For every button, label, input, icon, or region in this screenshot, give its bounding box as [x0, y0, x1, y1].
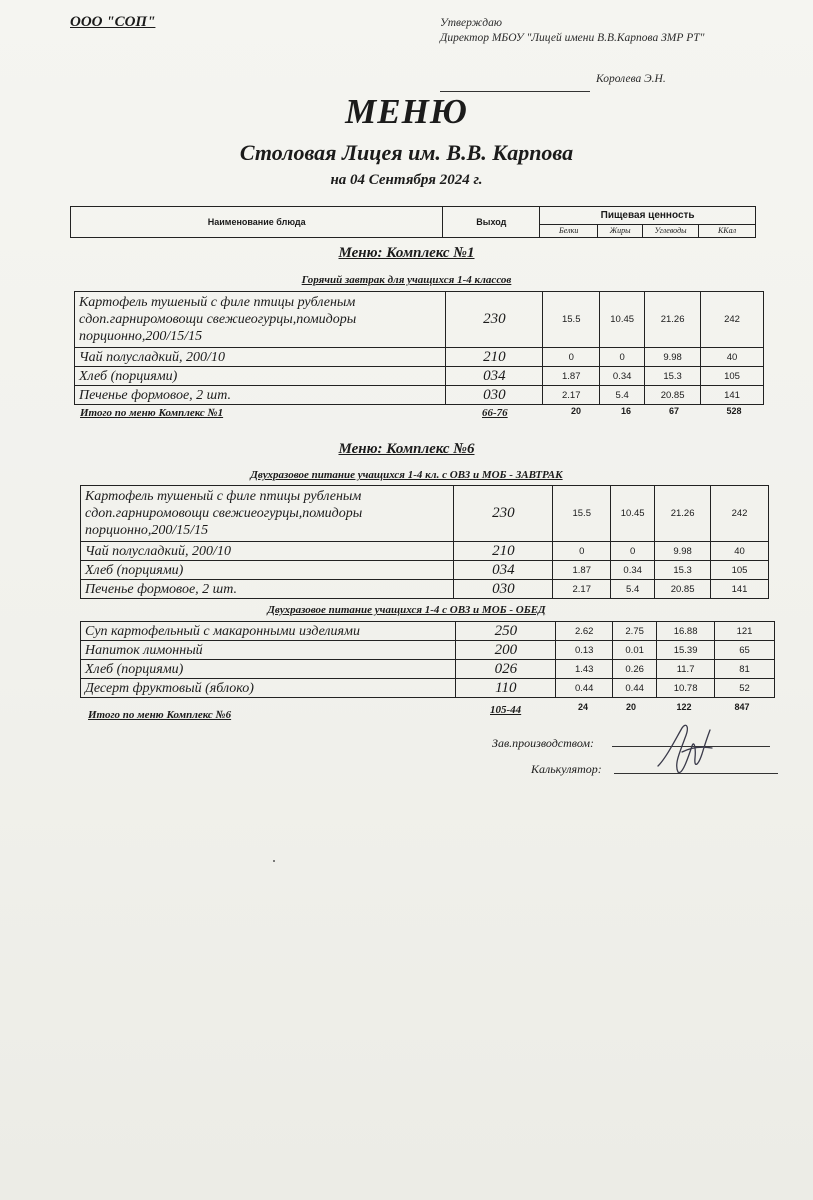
dish-carbs: 21.26 — [655, 486, 711, 542]
dish-kcal: 40 — [701, 348, 764, 367]
approval-block — [440, 16, 730, 46]
dish-fat: 10.45 — [611, 486, 655, 542]
dish-kcal: 141 — [711, 580, 769, 599]
dish-kcal: 121 — [715, 622, 775, 641]
complex1-total-output: 66-76 — [482, 407, 508, 419]
complex1-total-kcal: 528 — [726, 406, 742, 416]
complex6-lunch-table — [80, 621, 775, 698]
dish-fat: 10.45 — [600, 292, 645, 348]
table-row — [81, 561, 769, 580]
dish-protein: 1.43 — [556, 660, 613, 679]
dish-fat: 0.44 — [613, 679, 657, 698]
dish-kcal: 40 — [711, 542, 769, 561]
dish-carbs: 15.3 — [655, 561, 711, 580]
dish-name: Суп картофельный с макаронными изделиями — [81, 622, 456, 641]
dish-name: Картофель тушеный с филе птицы рубленым сдоп.гарниромовощи свежиеогурцы,помидоры порционно,200/15/15 — [81, 486, 454, 542]
dish-fat: 0.01 — [613, 641, 657, 660]
dish-name: Печенье формовое, 2 шт. — [81, 580, 454, 599]
table-row — [75, 367, 764, 386]
approver-title: Директор МБОУ "Лицей имени В.В.Карпова ЗМР РТ" — [440, 32, 705, 44]
dish-protein: 1.87 — [553, 561, 611, 580]
production-manager-label: Зав.производством: — [492, 736, 595, 750]
table-row — [81, 660, 775, 679]
dish-name: Десерт фруктовый (яблоко) — [81, 679, 456, 698]
table-row — [81, 641, 775, 660]
dish-fat: 5.4 — [611, 580, 655, 599]
dish-name: Хлеб (порциями) — [81, 561, 454, 580]
col-carbs-header: Углеводы — [643, 224, 699, 237]
dish-carbs: 9.98 — [645, 348, 701, 367]
dish-fat: 5.4 — [600, 386, 645, 405]
approve-word: Утверждаю — [440, 17, 502, 29]
dish-carbs: 21.26 — [645, 292, 701, 348]
dish-protein: 2.17 — [553, 580, 611, 599]
dish-output: 030 — [446, 386, 543, 405]
dish-protein: 15.5 — [553, 486, 611, 542]
complex6-breakfast-table — [80, 485, 769, 599]
handwritten-signature — [652, 718, 722, 780]
complex6-total-carbs: 122 — [676, 702, 692, 712]
dish-fat: 0 — [611, 542, 655, 561]
dish-kcal: 65 — [715, 641, 775, 660]
complex1-table — [74, 291, 764, 405]
dish-output: 250 — [456, 622, 556, 641]
dish-kcal: 242 — [701, 292, 764, 348]
dish-name: Чай полусладкий, 200/10 — [81, 542, 454, 561]
dish-protein: 15.5 — [543, 292, 600, 348]
table-row — [81, 622, 775, 641]
column-header-table — [70, 206, 756, 238]
complex6-total-protein: 24 — [577, 702, 588, 712]
dish-name: Печенье формовое, 2 шт. — [75, 386, 446, 405]
dish-protein: 0.13 — [556, 641, 613, 660]
col-kcal-header: ККал — [699, 224, 756, 237]
dish-protein: 0.44 — [556, 679, 613, 698]
complex1-total-carbs: 67 — [668, 406, 679, 416]
col-name-header: Наименование блюда — [71, 207, 443, 238]
dish-kcal: 141 — [701, 386, 764, 405]
dish-protein: 1.87 — [543, 367, 600, 386]
col-output-header: Выход — [443, 207, 540, 238]
dish-output: 230 — [446, 292, 543, 348]
dish-carbs: 10.78 — [657, 679, 715, 698]
director-name: Королева Э.Н. — [596, 73, 666, 85]
table-row — [75, 292, 764, 348]
dish-name: Картофель тушеный с филе птицы рубленым сдоп.гарниромовощи свежиеогурцы,помидоры порционно,200/15/15 — [75, 292, 446, 348]
complex6-total-output: 105-44 — [490, 704, 522, 716]
dish-kcal: 81 — [715, 660, 775, 679]
dish-output: 026 — [456, 660, 556, 679]
dish-kcal: 242 — [711, 486, 769, 542]
complex6-total-label: Итого по меню Комплекс №6 — [88, 709, 232, 721]
table-row — [75, 348, 764, 367]
dish-carbs: 16.88 — [657, 622, 715, 641]
complex6-title: Меню: Комплекс №6 — [338, 441, 475, 457]
dish-output: 210 — [454, 542, 553, 561]
dish-output: 200 — [456, 641, 556, 660]
dish-fat: 0.34 — [600, 367, 645, 386]
dish-carbs: 20.85 — [655, 580, 711, 599]
dish-fat: 0.26 — [613, 660, 657, 679]
complex6-breakfast-title: Двухразовое питание учащихся 1-4 кл. с ОВЗ и МОБ - ЗАВТРАК — [250, 469, 563, 481]
dish-fat: 2.75 — [613, 622, 657, 641]
dish-output: 034 — [454, 561, 553, 580]
table-row — [81, 542, 769, 561]
complex1-total-fat: 16 — [620, 406, 631, 416]
table-row — [75, 386, 764, 405]
col-fat-header: Жиры — [598, 224, 643, 237]
dish-name: Хлеб (порциями) — [75, 367, 446, 386]
dish-output: 210 — [446, 348, 543, 367]
dish-name: Чай полусладкий, 200/10 — [75, 348, 446, 367]
table-row — [81, 679, 775, 698]
dish-carbs: 11.7 — [657, 660, 715, 679]
dish-output: 030 — [454, 580, 553, 599]
canteen-name: Столовая Лицея им. В.В. Карпова — [239, 140, 574, 165]
col-protein-header: Белки — [540, 224, 598, 237]
complex1-title: Меню: Комплекс №1 — [338, 245, 475, 261]
dish-carbs: 15.39 — [657, 641, 715, 660]
dish-carbs: 15.3 — [645, 367, 701, 386]
dish-protein: 2.17 — [543, 386, 600, 405]
col-nutrition-header: Пищевая ценность — [540, 207, 756, 225]
table-row — [81, 580, 769, 599]
dish-carbs: 20.85 — [645, 386, 701, 405]
dish-protein: 0 — [543, 348, 600, 367]
dish-output: 110 — [456, 679, 556, 698]
calculator-label: Калькулятор: — [531, 762, 602, 776]
document-title: МЕНЮ — [345, 92, 468, 131]
dish-kcal: 105 — [701, 367, 764, 386]
organization-name: ООО "СОП" — [70, 14, 156, 30]
table-row — [81, 486, 769, 542]
complex1-meal-title: Горячий завтрак для учащихся 1-4 классов — [301, 274, 512, 286]
dish-name: Хлеб (порциями) — [81, 660, 456, 679]
dish-fat: 0.34 — [611, 561, 655, 580]
complex6-lunch-title: Двухразовое питание учащихся 1-4 с ОВЗ и МОБ - ОБЕД — [267, 604, 546, 616]
complex6-total-fat: 20 — [625, 702, 636, 712]
dish-kcal: 105 — [711, 561, 769, 580]
complex1-total-label: Итого по меню Комплекс №1 — [80, 407, 224, 419]
complex1-total-protein: 20 — [570, 406, 581, 416]
dish-output: 034 — [446, 367, 543, 386]
dish-output: 230 — [454, 486, 553, 542]
dish-carbs: 9.98 — [655, 542, 711, 561]
dish-fat: 0 — [600, 348, 645, 367]
speck — [273, 860, 275, 862]
complex6-total-kcal: 847 — [734, 702, 750, 712]
dish-name: Напиток лимонный — [81, 641, 456, 660]
dish-protein: 2.62 — [556, 622, 613, 641]
dish-protein: 0 — [553, 542, 611, 561]
menu-date: на 04 Сентября 2024 г. — [330, 172, 483, 188]
dish-kcal: 52 — [715, 679, 775, 698]
